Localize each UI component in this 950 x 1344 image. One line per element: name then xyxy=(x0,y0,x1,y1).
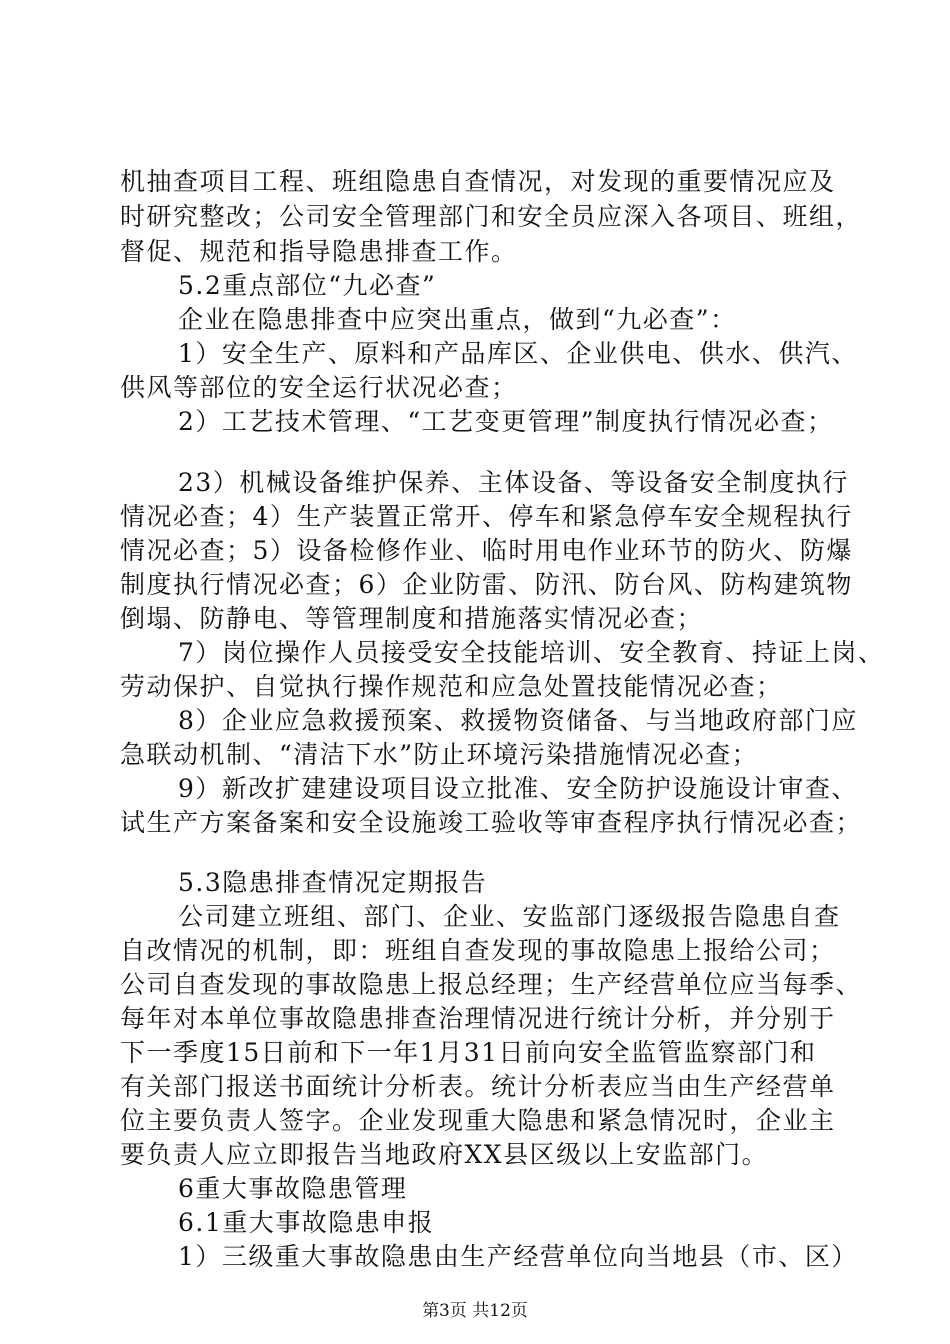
text-line: 机抽查项目工程、班组隐患自查情况，对发现的重要情况应及 xyxy=(120,167,836,196)
section-heading: 5.2重点部位“九必查” xyxy=(178,271,437,300)
text-line: 自改情况的机制，即：班组自查发现的事故隐患上报给公司； xyxy=(120,936,836,965)
text-line: 公司自查发现的事故隐患上报总经理；生产经营单位应当每季、 xyxy=(120,970,863,999)
list-item: 9）新改扩建建设项目设立批准、安全防护设施设计审查、 xyxy=(178,774,858,803)
section-heading: 6.1重大事故隐患申报 xyxy=(178,1208,435,1237)
text-line: 情况必查；5）设备检修作业、临时用电作业环节的防火、防爆 xyxy=(120,536,853,565)
list-item: 1）三级重大事故隐患由生产经营单位向当地县（市、区） xyxy=(178,1242,858,1271)
text-line: 急联动机制、“清洁下水”防止环境污染措施情况必查； xyxy=(120,740,759,769)
list-item: 2）工艺技术管理、“工艺变更管理”制度执行情况必查； xyxy=(178,407,834,436)
text-line: 公司建立班组、部门、企业、安监部门逐级报告隐患自查 xyxy=(178,902,841,931)
text-line: 企业在隐患排查中应突出重点，做到“九必查”： xyxy=(178,305,737,334)
text-line: 督促、规范和指导隐患排查工作。 xyxy=(120,237,518,266)
list-item: 8）企业应急救援预案、救援物资储备、与当地政府部门应 xyxy=(178,706,858,735)
text-line: 下一季度15日前和下一年1月31日前向安全监管监察部门和 xyxy=(120,1038,817,1067)
text-line: 要负责人应立即报告当地政府XX县区级以上安监部门。 xyxy=(120,1140,769,1169)
text-line: 倒塌、防静电、等管理制度和措施落实情况必查； xyxy=(120,604,704,633)
list-item: 1）安全生产、原料和产品库区、企业供电、供水、供汽、 xyxy=(178,339,858,368)
text-line: 供风等部位的安全运行状况必查； xyxy=(120,373,518,402)
section-heading: 5.3隐患排查情况定期报告 xyxy=(178,868,488,897)
text-line: 试生产方案备案和安全设施竣工验收等审查程序执行情况必查； xyxy=(120,808,863,837)
text-line: 有关部门报送书面统计分析表。统计分析表应当由生产经营单 xyxy=(120,1072,836,1101)
page-footer: 第3页 共12页 xyxy=(422,1301,528,1321)
text-line: 每年对本单位事故隐患排查治理情况进行统计分析，并分别于 xyxy=(120,1004,836,1033)
text-line: 情况必查；4）生产装置正常开、停车和紧急停车安全规程执行 xyxy=(120,502,853,531)
text-line: 时研究整改；公司安全管理部门和安全员应深入各项目、班组， xyxy=(120,202,863,231)
text-line: 劳动保护、自觉执行操作规范和应急处置技能情况必查； xyxy=(120,672,783,701)
list-item: 23）机械设备维护保养、主体设备、等设备安全制度执行 xyxy=(178,468,849,497)
text-line: 位主要负责人签字。企业发现重大隐患和紧急情况时，企业主 xyxy=(120,1106,836,1135)
text-line: 制度执行情况必查；6）企业防雷、防汛、防台风、防构建筑物 xyxy=(120,570,853,599)
list-item: 7）岗位操作人员接受安全技能培训、安全教育、持证上岗、 xyxy=(178,638,885,667)
section-heading: 6重大事故隐患管理 xyxy=(178,1174,408,1203)
